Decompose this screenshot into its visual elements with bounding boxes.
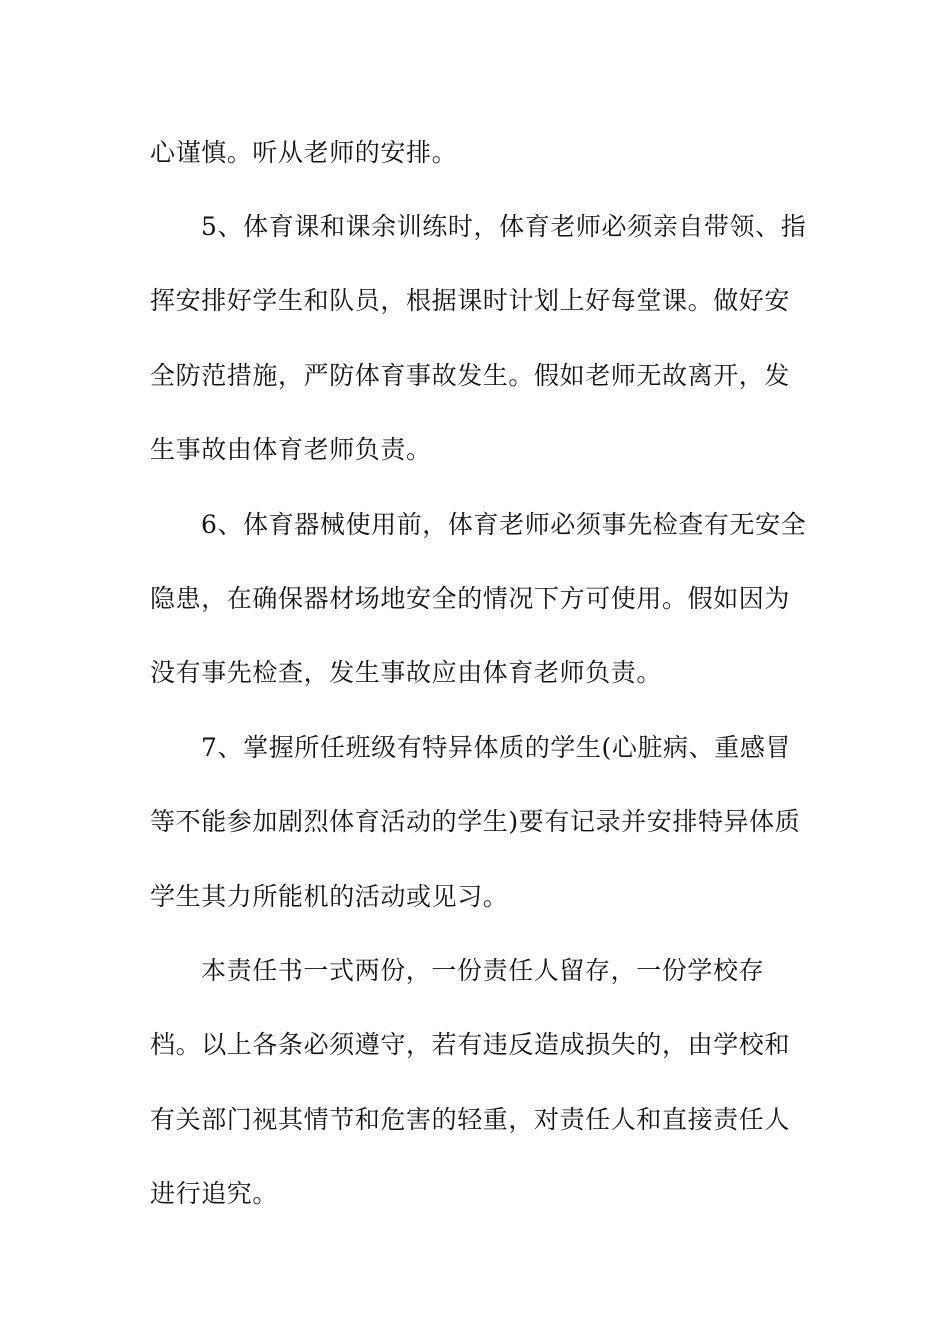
text-line: 档。以上各条必须遵守，若有违反造成损失的，由学校和 — [150, 1030, 791, 1059]
text-line: 全防范措施，严防体育事故发生。假如老师无故离开，发 — [150, 361, 791, 390]
text-line: 没有事先检查，发生事故应由体育老师负责。 — [150, 658, 663, 687]
text-line: 生事故由体育老师负责。 — [150, 435, 432, 464]
text-line: 隐患，在确保器材场地安全的情况下方可使用。假如因为 — [150, 584, 791, 613]
text-line: 等不能参加剧烈体育活动的学生)要有记录并安排特异体质 — [150, 807, 801, 836]
text-line: 挥安排好学生和队员，根据课时计划上好每堂课。做好安 — [150, 286, 791, 315]
text-line: 本责任书一式两份，一份责任人留存，一份学校存 — [201, 956, 765, 985]
text-line: 5、体育课和课余训练时，体育老师必须亲自带领、指 — [201, 212, 807, 241]
text-line: 进行追究。 — [150, 1179, 279, 1208]
text-line: 心谨慎。听从老师的安排。 — [150, 138, 458, 167]
text-line: 学生其力所能机的活动或见习。 — [150, 882, 509, 911]
text-line: 7、掌握所任班级有特异体质的学生(心脏病、重感冒 — [201, 733, 792, 762]
text-line: 有关部门视其情节和危害的轻重，对责任人和直接责任人 — [150, 1105, 791, 1134]
text-line: 6、体育器械使用前，体育老师必须事先检查有无安全 — [201, 510, 807, 539]
